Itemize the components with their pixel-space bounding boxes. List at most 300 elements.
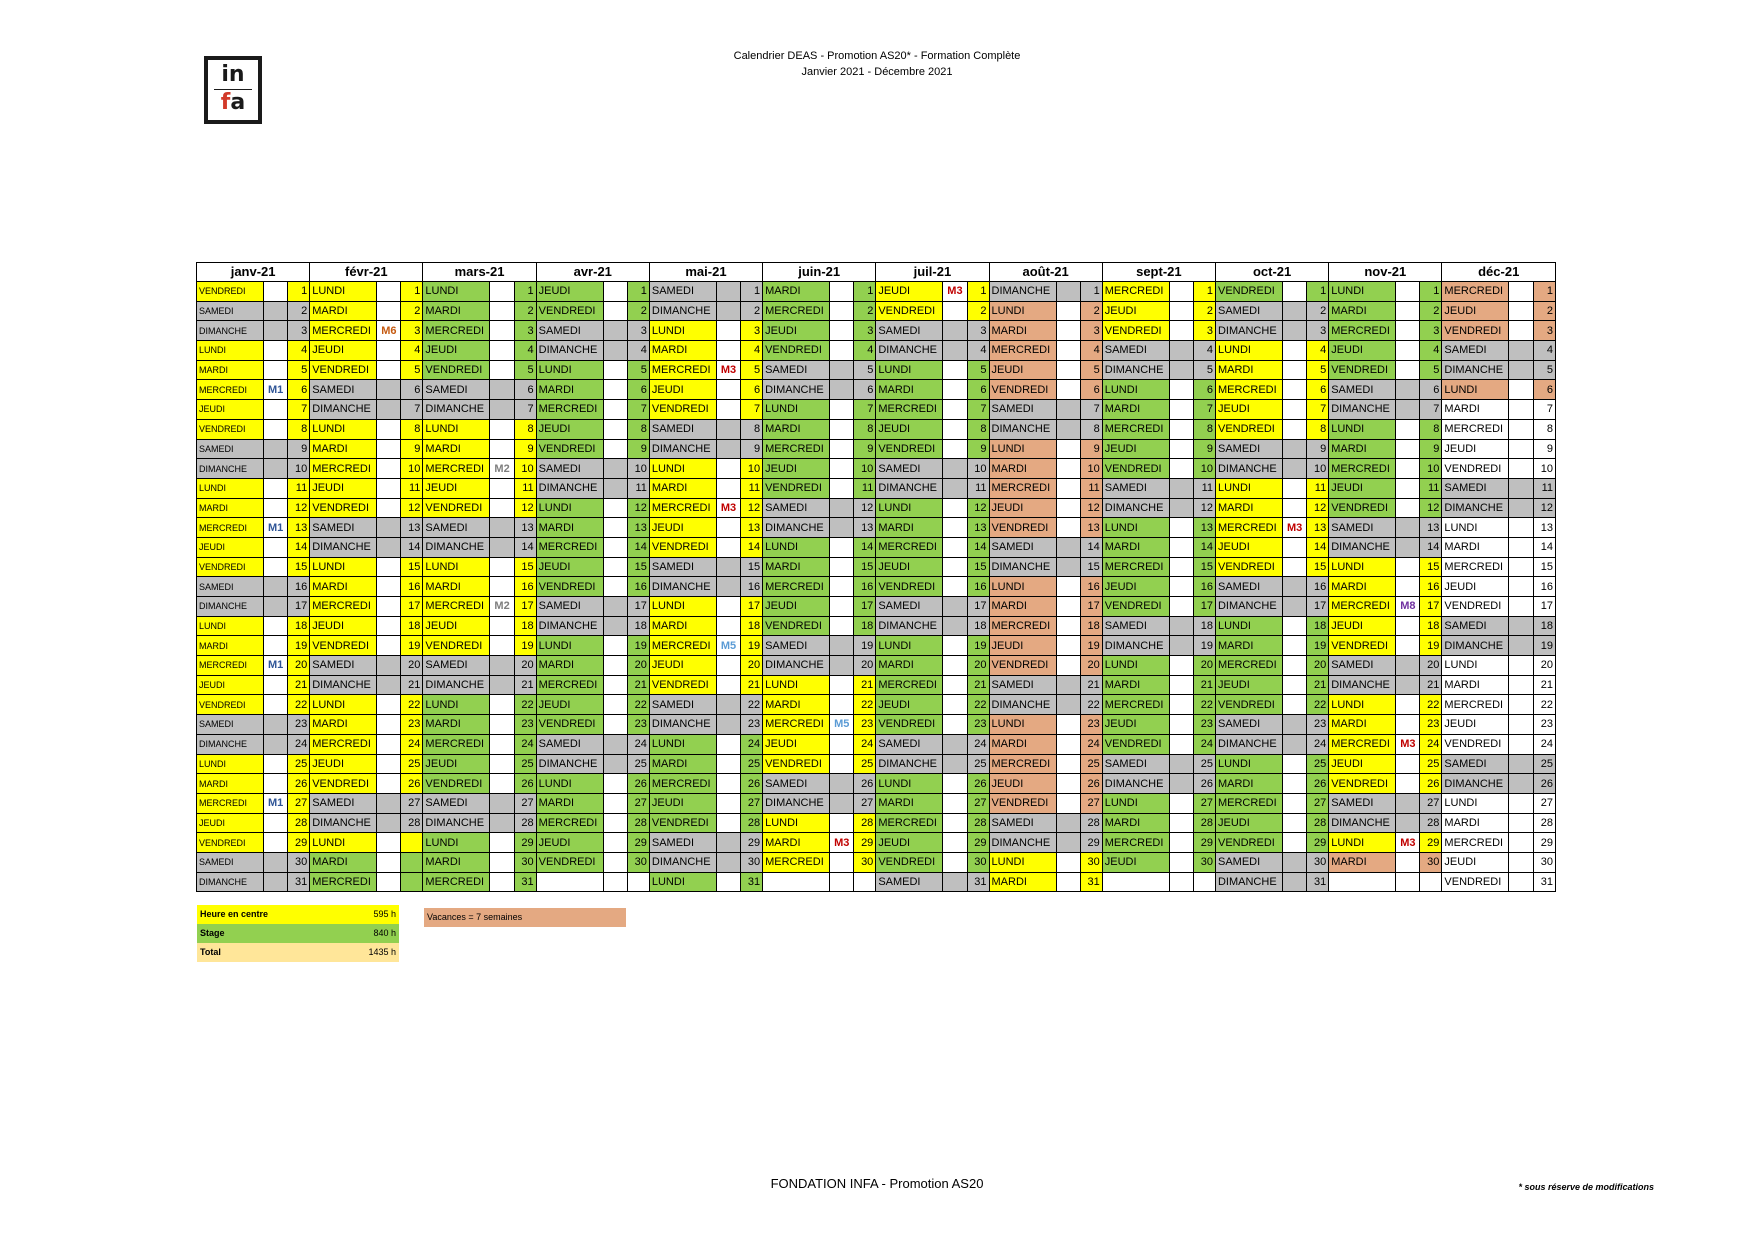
module-cell xyxy=(603,380,627,400)
day-name-cell: JEUDI xyxy=(1442,439,1509,459)
module-cell xyxy=(490,400,514,420)
day-number-cell: 2 xyxy=(967,301,989,321)
day-name-cell: VENDREDI xyxy=(1102,459,1169,479)
day-number-cell: 11 xyxy=(514,478,536,498)
day-number-cell: 28 xyxy=(401,813,423,833)
day-name-cell: MERCREDI xyxy=(876,537,943,557)
day-number-cell: 7 xyxy=(1193,400,1215,420)
day-name-cell: MERCREDI xyxy=(536,675,603,695)
module-cell xyxy=(1056,478,1080,498)
module-cell xyxy=(1056,734,1080,754)
day-number-cell: 10 xyxy=(1420,459,1442,479)
day-number-cell: 22 xyxy=(514,695,536,715)
day-number-cell: 31 xyxy=(1533,872,1555,892)
day-number-cell: 2 xyxy=(401,301,423,321)
module-cell xyxy=(377,636,401,656)
day-number-cell: 25 xyxy=(854,754,876,774)
day-name-cell: MERCREDI xyxy=(1102,557,1169,577)
day-number-cell: 8 xyxy=(1080,419,1102,439)
day-name-cell: MERCREDI xyxy=(1102,282,1169,302)
day-number-cell: 10 xyxy=(288,459,310,479)
module-cell xyxy=(1056,656,1080,676)
module-cell xyxy=(1283,537,1307,557)
module-cell xyxy=(1056,695,1080,715)
day-number-cell: 3 xyxy=(1533,321,1555,341)
module-cell xyxy=(490,774,514,794)
day-number-cell: 22 xyxy=(401,695,423,715)
module-cell xyxy=(1509,793,1533,813)
module-cell xyxy=(830,813,854,833)
module-cell xyxy=(943,656,967,676)
module-cell xyxy=(1509,577,1533,597)
day-number-cell: 10 xyxy=(514,459,536,479)
day-name-cell: DIMANCHE xyxy=(197,597,264,617)
day-number-cell: 11 xyxy=(1080,478,1102,498)
module-cell xyxy=(943,813,967,833)
month-header-row xyxy=(197,263,1556,282)
day-name-cell: MARDI xyxy=(1442,537,1509,557)
day-name-cell: MERCREDI xyxy=(1215,656,1282,676)
day-number-cell: 27 xyxy=(1193,793,1215,813)
module-cell xyxy=(1509,301,1533,321)
module-cell xyxy=(943,754,967,774)
module-cell xyxy=(943,872,967,892)
day-number-cell: 2 xyxy=(1533,301,1555,321)
day-number-cell: 3 xyxy=(401,321,423,341)
day-name-cell: DIMANCHE xyxy=(310,400,377,420)
day-number-cell: 11 xyxy=(1307,478,1329,498)
day-number-cell: 5 xyxy=(401,360,423,380)
module-cell xyxy=(1283,833,1307,853)
day-name-cell: DIMANCHE xyxy=(1215,459,1282,479)
module-cell xyxy=(603,282,627,302)
module-cell xyxy=(1056,321,1080,341)
module-cell xyxy=(1169,518,1193,538)
day-number-cell: 7 xyxy=(1307,400,1329,420)
module-cell xyxy=(377,675,401,695)
module-cell xyxy=(603,636,627,656)
module-cell xyxy=(603,400,627,420)
day-number-cell: 26 xyxy=(1533,774,1555,794)
day-number-cell: 7 xyxy=(1080,400,1102,420)
module-cell xyxy=(943,557,967,577)
day-name-cell: JEUDI xyxy=(310,478,377,498)
module-cell xyxy=(1509,872,1533,892)
module-cell xyxy=(1056,400,1080,420)
day-number-cell: 13 xyxy=(854,518,876,538)
module-cell xyxy=(1396,537,1420,557)
module-cell xyxy=(1169,537,1193,557)
day-number-cell: 28 xyxy=(1193,813,1215,833)
day-name-cell: MERCREDI xyxy=(536,537,603,557)
day-name-cell: DIMANCHE xyxy=(197,734,264,754)
module-cell xyxy=(1396,774,1420,794)
day-name-cell: VENDREDI xyxy=(1102,734,1169,754)
day-number-cell: 17 xyxy=(1533,597,1555,617)
day-number-cell: 27 xyxy=(514,793,536,813)
day-number-cell: 11 xyxy=(1420,478,1442,498)
day-name-cell: VENDREDI xyxy=(1215,557,1282,577)
module-cell xyxy=(943,616,967,636)
day-name-cell: MARDI xyxy=(763,282,830,302)
module-cell xyxy=(1283,360,1307,380)
module-cell xyxy=(716,439,740,459)
module-cell xyxy=(716,852,740,872)
day-number-cell: 21 xyxy=(1533,675,1555,695)
day-number-cell: 9 xyxy=(1307,439,1329,459)
day-number-cell: 24 xyxy=(627,734,649,754)
day-name-cell: LUNDI xyxy=(536,360,603,380)
day-number-cell: 23 xyxy=(854,715,876,735)
day-name-cell: LUNDI xyxy=(423,695,490,715)
module-cell xyxy=(1396,498,1420,518)
day-number-cell: 3 xyxy=(627,321,649,341)
day-number-cell: 18 xyxy=(967,616,989,636)
module-cell xyxy=(830,656,854,676)
day-number-cell: 16 xyxy=(1307,577,1329,597)
day-number-cell: 1 xyxy=(1420,282,1442,302)
module-cell xyxy=(716,459,740,479)
day-name-cell: SAMEDI xyxy=(1102,478,1169,498)
day-name-cell: MERCREDI xyxy=(876,813,943,833)
day-row xyxy=(197,656,1556,676)
day-name-cell: MARDI xyxy=(763,833,830,853)
day-number-cell: 13 xyxy=(1420,518,1442,538)
day-name-cell: SAMEDI xyxy=(649,419,716,439)
day-name-cell: LUNDI xyxy=(1102,656,1169,676)
day-number-cell: 20 xyxy=(1420,656,1442,676)
module-cell xyxy=(1283,400,1307,420)
module-cell xyxy=(377,656,401,676)
logo-top-text: in xyxy=(221,62,245,87)
day-name-cell: JEUDI xyxy=(1102,301,1169,321)
day-number-cell: 2 xyxy=(741,301,763,321)
module-cell xyxy=(1509,675,1533,695)
day-number-cell: 20 xyxy=(1193,656,1215,676)
module-cell xyxy=(1283,419,1307,439)
module-cell xyxy=(1396,419,1420,439)
day-name-cell: VENDREDI xyxy=(536,852,603,872)
module-cell xyxy=(1169,341,1193,361)
day-name-cell: LUNDI xyxy=(536,636,603,656)
module-cell xyxy=(1169,478,1193,498)
module-cell xyxy=(716,813,740,833)
module-cell xyxy=(377,400,401,420)
day-number-cell: 9 xyxy=(741,439,763,459)
day-number-cell: 13 xyxy=(627,518,649,538)
day-name-cell: SAMEDI xyxy=(1102,754,1169,774)
module-label: M3 xyxy=(716,360,740,380)
day-number-cell: 13 xyxy=(1193,518,1215,538)
day-number-cell: 8 xyxy=(627,419,649,439)
day-name-cell: SAMEDI xyxy=(197,852,264,872)
day-number-cell: 20 xyxy=(627,656,649,676)
day-number-cell: 5 xyxy=(854,360,876,380)
module-cell xyxy=(377,852,401,872)
day-name-cell: JEUDI xyxy=(649,656,716,676)
day-row xyxy=(197,734,1556,754)
module-cell xyxy=(716,597,740,617)
module-cell xyxy=(1509,478,1533,498)
day-name-cell: VENDREDI xyxy=(1329,498,1396,518)
day-number-cell: 14 xyxy=(288,537,310,557)
module-cell xyxy=(1056,301,1080,321)
day-row xyxy=(197,380,1556,400)
module-cell xyxy=(264,597,288,617)
module-cell xyxy=(943,734,967,754)
day-name-cell: MARDI xyxy=(423,715,490,735)
day-row xyxy=(197,439,1556,459)
day-name-cell: VENDREDI xyxy=(197,695,264,715)
module-cell xyxy=(1509,734,1533,754)
day-name-cell: MARDI xyxy=(649,754,716,774)
module-cell xyxy=(1396,754,1420,774)
day-number-cell: 5 xyxy=(514,360,536,380)
day-number-cell: 19 xyxy=(514,636,536,656)
day-name-cell: LUNDI xyxy=(536,774,603,794)
day-number-cell: 19 xyxy=(1193,636,1215,656)
day-name-cell xyxy=(1329,872,1396,892)
module-cell xyxy=(1056,616,1080,636)
module-cell xyxy=(1396,518,1420,538)
day-name-cell: DIMANCHE xyxy=(876,478,943,498)
day-name-cell: VENDREDI xyxy=(1442,734,1509,754)
module-cell xyxy=(603,813,627,833)
module-cell xyxy=(1056,537,1080,557)
day-name-cell: MARDI xyxy=(1215,636,1282,656)
day-name-cell: DIMANCHE xyxy=(876,341,943,361)
module-cell xyxy=(490,656,514,676)
page-footer: FONDATION INFA - Promotion AS20 xyxy=(770,1176,984,1191)
day-number-cell: 17 xyxy=(854,597,876,617)
module-cell xyxy=(1056,282,1080,302)
module-cell xyxy=(1056,380,1080,400)
day-number-cell: 30 xyxy=(1420,852,1442,872)
module-cell xyxy=(830,597,854,617)
module-cell xyxy=(490,439,514,459)
module-label: M3 xyxy=(943,282,967,302)
day-name-cell: DIMANCHE xyxy=(423,813,490,833)
module-cell xyxy=(716,478,740,498)
day-number-cell: 8 xyxy=(1307,419,1329,439)
day-number-cell: 28 xyxy=(741,813,763,833)
day-name-cell: LUNDI xyxy=(1442,793,1509,813)
day-name-cell: VENDREDI xyxy=(423,498,490,518)
module-cell xyxy=(1056,341,1080,361)
day-name-cell: SAMEDI xyxy=(649,282,716,302)
module-cell xyxy=(1509,833,1533,853)
day-name-cell: DIMANCHE xyxy=(1442,636,1509,656)
day-name-cell: VENDREDI xyxy=(1442,597,1509,617)
day-number-cell: 4 xyxy=(627,341,649,361)
day-name-cell: MARDI xyxy=(1442,400,1509,420)
module-cell xyxy=(830,321,854,341)
day-name-cell: DIMANCHE xyxy=(763,518,830,538)
module-cell xyxy=(1056,439,1080,459)
module-cell xyxy=(377,695,401,715)
day-number-cell: 10 xyxy=(627,459,649,479)
day-number-cell: 4 xyxy=(514,341,536,361)
day-number-cell: 19 xyxy=(1420,636,1442,656)
day-name-cell: MARDI xyxy=(310,301,377,321)
module-cell xyxy=(943,675,967,695)
module-cell xyxy=(264,419,288,439)
module-cell xyxy=(1396,360,1420,380)
module-cell xyxy=(830,478,854,498)
day-name-cell: JEUDI xyxy=(423,754,490,774)
day-number-cell: 21 xyxy=(741,675,763,695)
day-number-cell: 8 xyxy=(288,419,310,439)
day-number-cell: 4 xyxy=(854,341,876,361)
module-cell xyxy=(1283,774,1307,794)
day-name-cell: MARDI xyxy=(197,774,264,794)
module-cell xyxy=(1283,813,1307,833)
day-number-cell: 25 xyxy=(1420,754,1442,774)
day-name-cell: LUNDI xyxy=(989,852,1056,872)
day-name-cell: SAMEDI xyxy=(1215,852,1282,872)
module-label: M1 xyxy=(264,793,288,813)
day-number-cell: 25 xyxy=(1307,754,1329,774)
module-cell xyxy=(716,833,740,853)
calendar-grid xyxy=(196,262,1556,892)
day-name-cell: VENDREDI xyxy=(536,715,603,735)
day-row xyxy=(197,301,1556,321)
day-number-cell: 12 xyxy=(627,498,649,518)
day-number-cell: 23 xyxy=(741,715,763,735)
day-number-cell: 15 xyxy=(1193,557,1215,577)
day-name-cell: MERCREDI xyxy=(763,852,830,872)
day-name-cell: MERCREDI xyxy=(763,577,830,597)
day-number-cell: 23 xyxy=(514,715,536,735)
day-row xyxy=(197,282,1556,302)
day-name-cell: MARDI xyxy=(1329,577,1396,597)
module-cell xyxy=(716,656,740,676)
day-number-cell: 7 xyxy=(1533,400,1555,420)
day-number-cell xyxy=(401,833,423,853)
module-cell xyxy=(603,675,627,695)
day-name-cell: MERCREDI xyxy=(1329,459,1396,479)
day-number-cell: 28 xyxy=(627,813,649,833)
module-cell xyxy=(1169,597,1193,617)
day-name-cell: LUNDI xyxy=(649,734,716,754)
module-cell xyxy=(377,301,401,321)
module-cell xyxy=(490,813,514,833)
day-name-cell: MARDI xyxy=(1442,813,1509,833)
day-number-cell: 9 xyxy=(1533,439,1555,459)
day-name-cell: VENDREDI xyxy=(536,301,603,321)
module-cell xyxy=(1169,282,1193,302)
day-number-cell: 21 xyxy=(288,675,310,695)
day-name-cell: DIMANCHE xyxy=(1329,400,1396,420)
day-name-cell: VENDREDI xyxy=(1442,459,1509,479)
day-name-cell: LUNDI xyxy=(649,459,716,479)
day-number-cell: 23 xyxy=(1193,715,1215,735)
day-number-cell: 2 xyxy=(854,301,876,321)
day-number-cell: 11 xyxy=(1533,478,1555,498)
day-number-cell: 9 xyxy=(854,439,876,459)
day-number-cell: 17 xyxy=(288,597,310,617)
day-name-cell: MERCREDI xyxy=(1329,321,1396,341)
month-header: nov-21 xyxy=(1329,263,1442,282)
day-name-cell: SAMEDI xyxy=(197,439,264,459)
module-cell xyxy=(716,715,740,735)
day-name-cell: SAMEDI xyxy=(1329,656,1396,676)
day-number-cell xyxy=(401,872,423,892)
day-name-cell: SAMEDI xyxy=(649,557,716,577)
day-name-cell: LUNDI xyxy=(989,577,1056,597)
day-number-cell: 25 xyxy=(401,754,423,774)
day-number-cell: 30 xyxy=(967,852,989,872)
day-number-cell: 8 xyxy=(401,419,423,439)
day-row xyxy=(197,577,1556,597)
day-number-cell: 25 xyxy=(741,754,763,774)
module-cell xyxy=(830,636,854,656)
day-number-cell: 16 xyxy=(1420,577,1442,597)
day-name-cell: VENDREDI xyxy=(989,380,1056,400)
day-number-cell: 13 xyxy=(1080,518,1102,538)
day-number-cell: 18 xyxy=(627,616,649,636)
day-name-cell: MARDI xyxy=(649,616,716,636)
day-number-cell: 23 xyxy=(401,715,423,735)
day-name-cell: VENDREDI xyxy=(649,537,716,557)
month-header: déc-21 xyxy=(1442,263,1556,282)
day-name-cell: JEUDI xyxy=(1215,813,1282,833)
module-cell xyxy=(830,380,854,400)
day-name-cell: MARDI xyxy=(536,793,603,813)
day-name-cell: DIMANCHE xyxy=(310,675,377,695)
day-name-cell: SAMEDI xyxy=(310,656,377,676)
module-cell xyxy=(490,852,514,872)
day-number-cell: 9 xyxy=(514,439,536,459)
day-name-cell: DIMANCHE xyxy=(536,341,603,361)
day-name-cell: LUNDI xyxy=(423,833,490,853)
module-cell xyxy=(1169,754,1193,774)
day-number-cell: 6 xyxy=(288,380,310,400)
day-name-cell: DIMANCHE xyxy=(1329,813,1396,833)
module-cell xyxy=(830,498,854,518)
day-name-cell: VENDREDI xyxy=(536,439,603,459)
day-number-cell: 5 xyxy=(1080,360,1102,380)
day-number-cell: 18 xyxy=(854,616,876,636)
module-cell xyxy=(1509,498,1533,518)
header-subtitle: Janvier 2021 - Décembre 2021 xyxy=(801,66,953,78)
day-number-cell: 25 xyxy=(967,754,989,774)
module-cell xyxy=(264,774,288,794)
day-name-cell: MARDI xyxy=(536,656,603,676)
day-row xyxy=(197,321,1556,341)
day-name-cell: LUNDI xyxy=(763,675,830,695)
day-name-cell: JEUDI xyxy=(1102,715,1169,735)
day-number-cell: 18 xyxy=(741,616,763,636)
day-number-cell: 8 xyxy=(854,419,876,439)
day-name-cell: VENDREDI xyxy=(876,439,943,459)
day-number-cell: 22 xyxy=(1307,695,1329,715)
day-name-cell: LUNDI xyxy=(649,597,716,617)
module-cell xyxy=(830,360,854,380)
module-cell xyxy=(830,459,854,479)
day-name-cell: MERCREDI xyxy=(989,341,1056,361)
day-number-cell: 16 xyxy=(1533,577,1555,597)
module-cell xyxy=(490,577,514,597)
month-header: sept-21 xyxy=(1102,263,1215,282)
module-cell xyxy=(603,341,627,361)
module-cell xyxy=(490,636,514,656)
day-number-cell: 6 xyxy=(401,380,423,400)
day-name-cell: VENDREDI xyxy=(649,400,716,420)
day-name-cell: MARDI xyxy=(876,656,943,676)
day-name-cell: LUNDI xyxy=(989,715,1056,735)
module-cell xyxy=(603,478,627,498)
